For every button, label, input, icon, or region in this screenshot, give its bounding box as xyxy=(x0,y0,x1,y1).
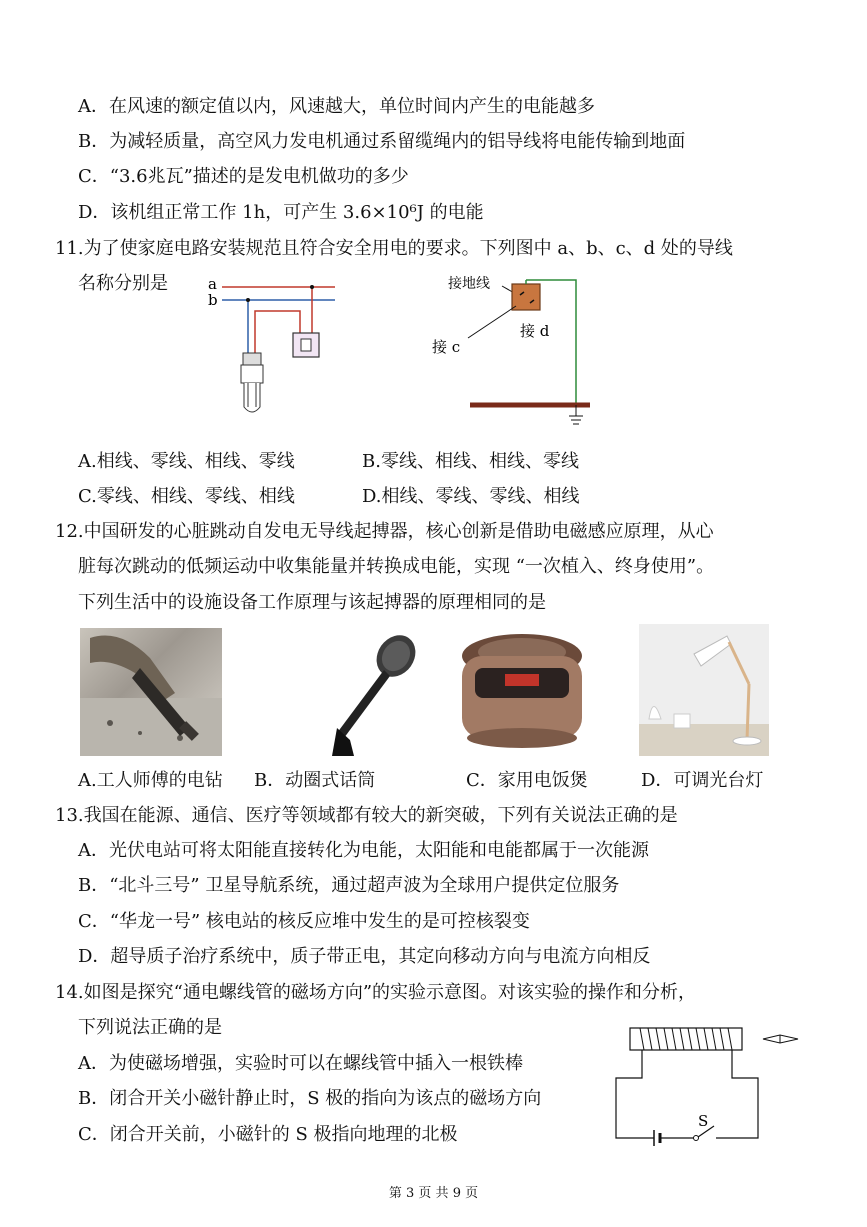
q12-option-a: A.工人师傅的电钻 xyxy=(78,770,223,791)
q14-stem-line2: 下列说法正确的是 xyxy=(78,1017,222,1038)
q10-option-a: A．在风速的额定值以内，风速越大，单位时间内产生的电能越多 xyxy=(78,96,595,117)
q12-option-b: B．动圈式话筒 xyxy=(254,770,376,791)
ground-wire-label: 接地线 xyxy=(448,276,490,292)
q12-option-d: D．可调光台灯 xyxy=(641,770,764,791)
connect-d-label: 接 d xyxy=(520,322,550,340)
q13-option-c: C．“华龙一号” 核电站的核反应堆中发生的是可控核裂变 xyxy=(78,911,530,932)
q11-stem-line1: 11.为了使家庭电路安装规范且符合安全用电的要求。下列图中 a、b、c、d 处的导线 xyxy=(55,238,733,259)
solenoid-circuit-diagram xyxy=(608,1020,808,1155)
q13-stem: 13.我国在能源、通信、医疗等领域都有较大的新突破，下列有关说法正确的是 xyxy=(55,805,678,826)
q12-stem-line2: 脏每次跳动的低频运动中收集能量并转换成电能，实现 “一次植入、终身使用”。 xyxy=(78,556,715,577)
connect-c-label: 接 c xyxy=(432,338,461,356)
q12-stem-line1: 12.中国研发的心脏跳动自发电无导线起搏器，核心创新是借助电磁感应原理，从心 xyxy=(55,521,714,542)
q11-option-a: A.相线、零线、相线、零线 xyxy=(78,451,295,472)
rice-cooker-photo xyxy=(457,628,587,756)
q14-option-b: B．闭合开关小磁针静止时，S 极的指向为该点的磁场方向 xyxy=(78,1088,542,1109)
q14-option-c: C．闭合开关前，小磁针的 S 极指向地理的北极 xyxy=(78,1124,458,1145)
q11-option-b: B.零线、相线、相线、零线 xyxy=(362,451,579,472)
q11-option-d: D.相线、零线、零线、相线 xyxy=(362,486,580,507)
switch-s-label: S xyxy=(698,1112,709,1130)
q11-circuit-diagram xyxy=(200,275,345,420)
q12-option-c: C．家用电饭煲 xyxy=(466,770,588,791)
electric-drill-photo xyxy=(80,628,222,756)
q11-socket-diagram xyxy=(420,268,600,428)
q11-option-c: C.零线、相线、零线、相线 xyxy=(78,486,295,507)
q11-stem-line2: 名称分别是 xyxy=(78,273,168,294)
desk-lamp-photo xyxy=(639,624,769,756)
q13-option-a: A．光伏电站可将太阳能直接转化为电能，太阳能和电能都属于一次能源 xyxy=(78,840,649,861)
q14-stem-line1: 14.如图是探究“通电螺线管的磁场方向”的实验示意图。对该实验的操作和分析， xyxy=(55,982,697,1003)
q13-option-b: B．“北斗三号” 卫星导航系统，通过超声波为全球用户提供定位服务 xyxy=(78,875,620,896)
label-a: a xyxy=(208,275,217,293)
q12-stem-line3: 下列生活中的设施设备工作原理与该起搏器的原理相同的是 xyxy=(78,592,546,613)
q10-option-b: B．为减轻质量，高空风力发电机通过系留缆绳内的铝导线将电能传输到地面 xyxy=(78,131,686,152)
q10-option-c: C．“3.6兆瓦”描述的是发电机做功的多少 xyxy=(78,166,409,187)
dynamic-microphone-photo xyxy=(292,628,432,756)
q14-option-a: A．为使磁场增强，实验时可以在螺线管中插入一根铁棒 xyxy=(78,1053,523,1074)
q10-option-d: D．该机组正常工作 1h，可产生 3.6×10⁶J 的电能 xyxy=(78,202,484,223)
label-b: b xyxy=(208,291,218,309)
q13-option-d: D．超导质子治疗系统中，质子带正电，其定向移动方向与电流方向相反 xyxy=(78,946,651,967)
page-footer: 第 3 页 共 9 页 xyxy=(388,1186,479,1201)
